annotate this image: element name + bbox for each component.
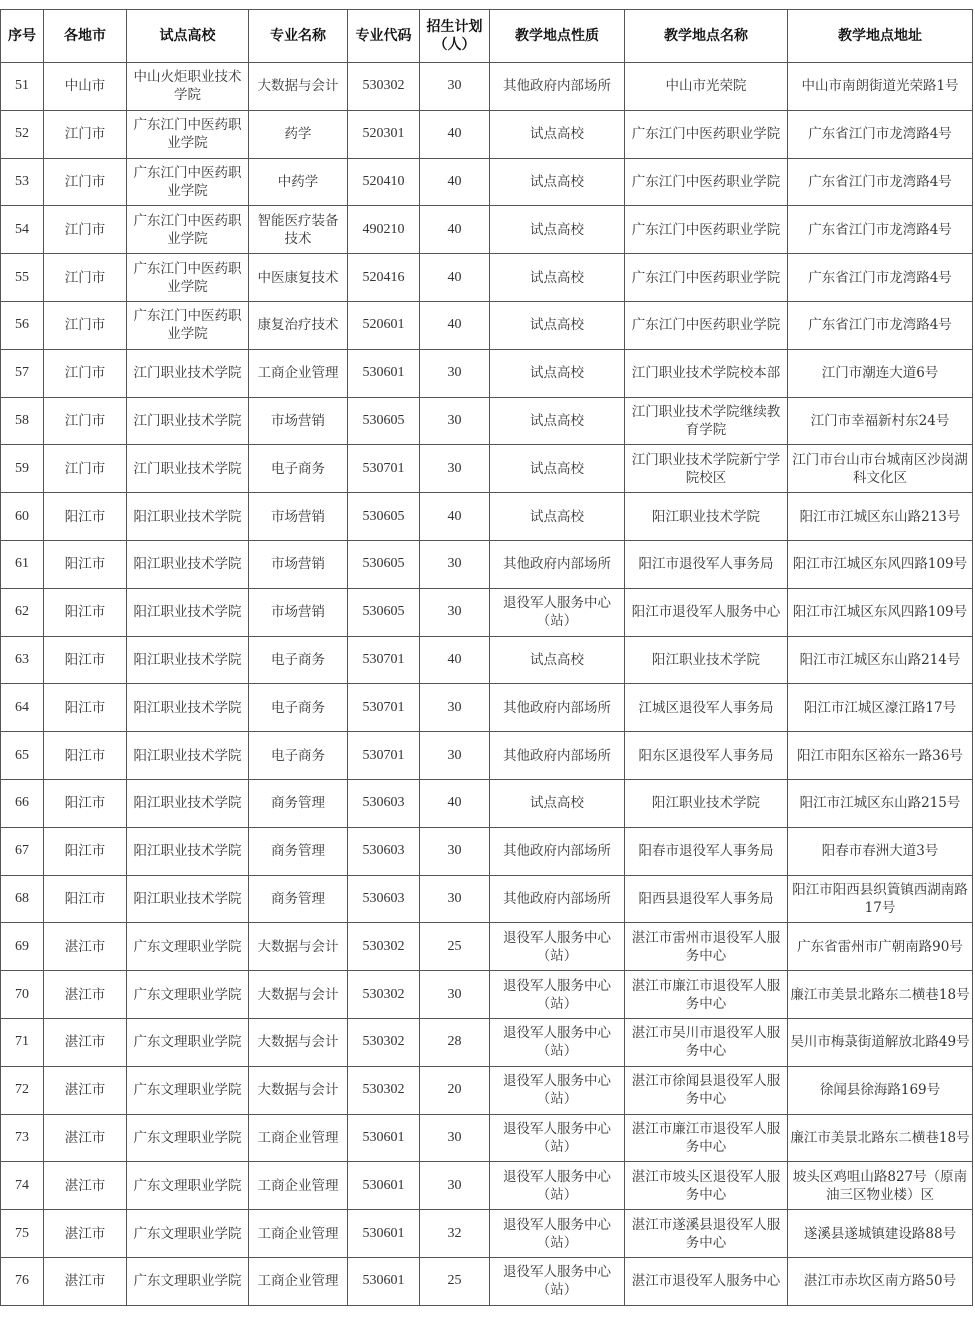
cell-college: 阳江职业技术学院	[127, 779, 249, 827]
cell-enrollment-plan: 30	[420, 875, 490, 923]
cell-site-name: 阳西县退役军人事务局	[625, 875, 788, 923]
cell-site-type: 其他政府内部场所	[490, 827, 625, 875]
cell-major: 工商企业管理	[249, 1162, 348, 1210]
cell-site-address: 广东省江门市龙湾路4号	[788, 110, 973, 158]
cell-index: 72	[1, 1066, 44, 1114]
cell-index: 51	[1, 63, 44, 111]
cell-enrollment-plan: 28	[420, 1018, 490, 1066]
cell-site-type: 其他政府内部场所	[490, 875, 625, 923]
cell-index: 65	[1, 732, 44, 780]
cell-major: 工商企业管理	[249, 1114, 348, 1162]
cell-enrollment-plan: 30	[420, 971, 490, 1019]
cell-city: 湛江市	[44, 1018, 127, 1066]
table-row	[1, 493, 973, 541]
cell-major-code: 530302	[348, 1018, 420, 1066]
table-row	[1, 1018, 973, 1066]
cell-city: 湛江市	[44, 923, 127, 971]
cell-site-name: 阳江职业技术学院	[625, 493, 788, 541]
cell-site-name: 阳春市退役军人事务局	[625, 827, 788, 875]
cell-site-name: 广东江门中医药职业学院	[625, 301, 788, 349]
cell-city: 江门市	[44, 158, 127, 206]
cell-site-type: 退役军人服务中心（站）	[490, 1210, 625, 1258]
cell-enrollment-plan: 30	[420, 445, 490, 493]
cell-city: 阳江市	[44, 588, 127, 636]
cell-city: 湛江市	[44, 1210, 127, 1258]
cell-major-code: 530302	[348, 971, 420, 1019]
cell-site-address: 徐闻县徐海路169号	[788, 1066, 973, 1114]
cell-enrollment-plan: 40	[420, 301, 490, 349]
cell-major: 大数据与会计	[249, 1066, 348, 1114]
cell-site-address: 廉江市美景北路东二横巷18号	[788, 971, 973, 1019]
cell-index: 59	[1, 445, 44, 493]
cell-college: 阳江职业技术学院	[127, 732, 249, 780]
cell-site-name: 江门职业技术学院继续教育学院	[625, 397, 788, 445]
cell-site-name: 中山市光荣院	[625, 63, 788, 111]
cell-major-code: 530603	[348, 779, 420, 827]
cell-enrollment-plan: 30	[420, 1114, 490, 1162]
cell-major-code: 520601	[348, 301, 420, 349]
cell-site-address: 廉江市美景北路东二横巷18号	[788, 1114, 973, 1162]
cell-site-type: 其他政府内部场所	[490, 540, 625, 588]
cell-major: 工商企业管理	[249, 349, 348, 397]
cell-site-name: 广东江门中医药职业学院	[625, 254, 788, 302]
cell-city: 阳江市	[44, 684, 127, 732]
cell-site-type: 退役军人服务中心（站）	[490, 1066, 625, 1114]
header-row	[1, 10, 973, 63]
cell-site-name: 阳江职业技术学院	[625, 636, 788, 684]
cell-site-type: 其他政府内部场所	[490, 732, 625, 780]
cell-major: 电子商务	[249, 445, 348, 493]
table-body	[1, 63, 973, 1306]
cell-site-address: 阳江市江城区东山路213号	[788, 493, 973, 541]
cell-major: 中药学	[249, 158, 348, 206]
cell-college: 阳江职业技术学院	[127, 875, 249, 923]
cell-site-name: 湛江市退役军人服务中心	[625, 1257, 788, 1305]
cell-index: 76	[1, 1257, 44, 1305]
cell-index: 52	[1, 110, 44, 158]
cell-index: 62	[1, 588, 44, 636]
cell-site-address: 阳江市江城区东山路215号	[788, 779, 973, 827]
cell-college: 广东文理职业学院	[127, 1066, 249, 1114]
cell-site-address: 中山市南朗街道光荣路1号	[788, 63, 973, 111]
cell-enrollment-plan: 40	[420, 206, 490, 254]
cell-index: 58	[1, 397, 44, 445]
cell-major-code: 530701	[348, 445, 420, 493]
cell-site-type: 退役军人服务中心（站）	[490, 1162, 625, 1210]
cell-site-type: 试点高校	[490, 349, 625, 397]
cell-college: 阳江职业技术学院	[127, 493, 249, 541]
cell-college: 阳江职业技术学院	[127, 540, 249, 588]
table-row	[1, 1066, 973, 1114]
cell-enrollment-plan: 30	[420, 732, 490, 780]
cell-city: 湛江市	[44, 1257, 127, 1305]
cell-major: 工商企业管理	[249, 1257, 348, 1305]
cell-major-code: 520416	[348, 254, 420, 302]
cell-site-address: 广东省雷州市广朝南路90号	[788, 923, 973, 971]
cell-site-name: 阳东区退役军人事务局	[625, 732, 788, 780]
cell-site-address: 坡头区鸡咀山路827号（原南油三区物业楼）区	[788, 1162, 973, 1210]
cell-enrollment-plan: 25	[420, 1257, 490, 1305]
cell-site-name: 湛江市廉江市退役军人服务中心	[625, 971, 788, 1019]
table-row	[1, 588, 973, 636]
cell-site-name: 湛江市廉江市退役军人服务中心	[625, 1114, 788, 1162]
table-row	[1, 1257, 973, 1305]
cell-index: 55	[1, 254, 44, 302]
cell-city: 阳江市	[44, 827, 127, 875]
cell-site-address: 湛江市赤坎区南方路50号	[788, 1257, 973, 1305]
cell-major-code: 530601	[348, 349, 420, 397]
cell-site-name: 江门职业技术学院校本部	[625, 349, 788, 397]
cell-city: 江门市	[44, 301, 127, 349]
cell-major: 大数据与会计	[249, 971, 348, 1019]
cell-major-code: 530601	[348, 1257, 420, 1305]
cell-enrollment-plan: 20	[420, 1066, 490, 1114]
header-index: 序号	[1, 10, 44, 63]
cell-enrollment-plan: 25	[420, 923, 490, 971]
cell-index: 68	[1, 875, 44, 923]
cell-site-address: 阳江市江城区东风四路109号	[788, 588, 973, 636]
cell-city: 江门市	[44, 445, 127, 493]
cell-index: 70	[1, 971, 44, 1019]
header-site-type: 教学地点性质	[490, 10, 625, 63]
cell-college: 阳江职业技术学院	[127, 827, 249, 875]
cell-site-address: 广东省江门市龙湾路4号	[788, 254, 973, 302]
cell-site-address: 阳江市阳西县织篢镇西湖南路17号	[788, 875, 973, 923]
cell-major-code: 530302	[348, 63, 420, 111]
cell-major-code: 530601	[348, 1114, 420, 1162]
table-row	[1, 1210, 973, 1258]
cell-college: 阳江职业技术学院	[127, 636, 249, 684]
table-row	[1, 636, 973, 684]
cell-site-name: 湛江市雷州市退役军人服务中心	[625, 923, 788, 971]
cell-city: 湛江市	[44, 1114, 127, 1162]
cell-index: 54	[1, 206, 44, 254]
cell-major-code: 530701	[348, 636, 420, 684]
cell-college: 广东文理职业学院	[127, 1257, 249, 1305]
cell-site-name: 江门职业技术学院新宁学院校区	[625, 445, 788, 493]
cell-index: 64	[1, 684, 44, 732]
cell-site-address: 广东省江门市龙湾路4号	[788, 158, 973, 206]
cell-college: 广东江门中医药职业学院	[127, 301, 249, 349]
cell-city: 阳江市	[44, 732, 127, 780]
cell-site-type: 退役军人服务中心（站）	[490, 1257, 625, 1305]
cell-site-type: 其他政府内部场所	[490, 684, 625, 732]
cell-city: 阳江市	[44, 875, 127, 923]
table-row	[1, 397, 973, 445]
cell-site-name: 湛江市坡头区退役军人服务中心	[625, 1162, 788, 1210]
header-site-name: 教学地点名称	[625, 10, 788, 63]
cell-site-address: 阳江市江城区东风四路109号	[788, 540, 973, 588]
cell-site-address: 江门市台山市台城南区沙岗湖科文化区	[788, 445, 973, 493]
table-row	[1, 349, 973, 397]
cell-enrollment-plan: 30	[420, 827, 490, 875]
cell-major: 电子商务	[249, 684, 348, 732]
cell-site-address: 广东省江门市龙湾路4号	[788, 301, 973, 349]
cell-index: 69	[1, 923, 44, 971]
cell-site-name: 阳江市退役军人事务局	[625, 540, 788, 588]
cell-enrollment-plan: 30	[420, 540, 490, 588]
cell-site-type: 试点高校	[490, 493, 625, 541]
table-row	[1, 540, 973, 588]
cell-major-code: 530701	[348, 732, 420, 780]
cell-site-name: 湛江市遂溪县退役军人服务中心	[625, 1210, 788, 1258]
cell-site-type: 试点高校	[490, 158, 625, 206]
cell-city: 江门市	[44, 110, 127, 158]
cell-college: 阳江职业技术学院	[127, 588, 249, 636]
cell-major: 大数据与会计	[249, 923, 348, 971]
header-enrollment-plan: 招生计划（人）	[420, 10, 490, 63]
cell-major-code: 530603	[348, 827, 420, 875]
cell-major: 大数据与会计	[249, 63, 348, 111]
cell-index: 56	[1, 301, 44, 349]
cell-major-code: 520410	[348, 158, 420, 206]
cell-major: 电子商务	[249, 732, 348, 780]
cell-site-address: 遂溪县遂城镇建设路88号	[788, 1210, 973, 1258]
cell-city: 江门市	[44, 254, 127, 302]
cell-major-code: 530605	[348, 588, 420, 636]
cell-site-type: 试点高校	[490, 254, 625, 302]
cell-site-type: 试点高校	[490, 636, 625, 684]
cell-major-code: 530601	[348, 1162, 420, 1210]
cell-major: 电子商务	[249, 636, 348, 684]
cell-college: 阳江职业技术学院	[127, 684, 249, 732]
cell-site-name: 广东江门中医药职业学院	[625, 206, 788, 254]
cell-college: 江门职业技术学院	[127, 349, 249, 397]
cell-enrollment-plan: 40	[420, 636, 490, 684]
cell-site-type: 试点高校	[490, 779, 625, 827]
cell-city: 阳江市	[44, 493, 127, 541]
cell-site-address: 阳江市江城区东山路214号	[788, 636, 973, 684]
cell-college: 广东江门中医药职业学院	[127, 110, 249, 158]
cell-enrollment-plan: 40	[420, 158, 490, 206]
cell-site-address: 广东省江门市龙湾路4号	[788, 206, 973, 254]
cell-city: 湛江市	[44, 1162, 127, 1210]
cell-enrollment-plan: 32	[420, 1210, 490, 1258]
cell-enrollment-plan: 30	[420, 1162, 490, 1210]
cell-college: 广东文理职业学院	[127, 923, 249, 971]
table-row	[1, 779, 973, 827]
cell-major: 商务管理	[249, 827, 348, 875]
cell-site-address: 吴川市梅菉街道解放北路49号	[788, 1018, 973, 1066]
cell-city: 中山市	[44, 63, 127, 111]
cell-major-code: 530603	[348, 875, 420, 923]
cell-college: 广东文理职业学院	[127, 1162, 249, 1210]
cell-enrollment-plan: 30	[420, 397, 490, 445]
cell-site-type: 其他政府内部场所	[490, 63, 625, 111]
cell-site-address: 江门市潮连大道6号	[788, 349, 973, 397]
cell-college: 广东江门中医药职业学院	[127, 206, 249, 254]
cell-index: 73	[1, 1114, 44, 1162]
cell-major: 市场营销	[249, 493, 348, 541]
cell-major-code: 530605	[348, 540, 420, 588]
cell-city: 阳江市	[44, 540, 127, 588]
cell-site-type: 退役军人服务中心（站）	[490, 971, 625, 1019]
cell-major: 市场营销	[249, 397, 348, 445]
cell-enrollment-plan: 30	[420, 684, 490, 732]
cell-site-type: 试点高校	[490, 301, 625, 349]
cell-college: 广东江门中医药职业学院	[127, 158, 249, 206]
cell-site-type: 退役军人服务中心（站）	[490, 923, 625, 971]
cell-site-type: 退役军人服务中心（站）	[490, 1018, 625, 1066]
enrollment-table	[0, 9, 973, 1306]
cell-college: 江门职业技术学院	[127, 445, 249, 493]
cell-college: 广东文理职业学院	[127, 1210, 249, 1258]
cell-index: 53	[1, 158, 44, 206]
cell-site-name: 阳江职业技术学院	[625, 779, 788, 827]
header-city: 各地市	[44, 10, 127, 63]
cell-enrollment-plan: 30	[420, 588, 490, 636]
table-wrapper	[0, 9, 973, 1306]
cell-enrollment-plan: 40	[420, 493, 490, 541]
cell-site-type: 退役军人服务中心（站）	[490, 588, 625, 636]
cell-enrollment-plan: 40	[420, 254, 490, 302]
table-row	[1, 301, 973, 349]
cell-enrollment-plan: 30	[420, 349, 490, 397]
table-row	[1, 110, 973, 158]
cell-college: 中山火炬职业技术学院	[127, 63, 249, 111]
cell-index: 74	[1, 1162, 44, 1210]
table-row	[1, 206, 973, 254]
cell-site-type: 试点高校	[490, 110, 625, 158]
table-row	[1, 1114, 973, 1162]
table-row	[1, 254, 973, 302]
table-row	[1, 63, 973, 111]
table-row	[1, 971, 973, 1019]
cell-college: 广东文理职业学院	[127, 1018, 249, 1066]
cell-site-name: 湛江市吴川市退役军人服务中心	[625, 1018, 788, 1066]
cell-index: 61	[1, 540, 44, 588]
cell-major: 中医康复技术	[249, 254, 348, 302]
cell-college: 广东文理职业学院	[127, 971, 249, 1019]
cell-major: 商务管理	[249, 875, 348, 923]
cell-major-code: 530302	[348, 1066, 420, 1114]
table-row	[1, 923, 973, 971]
cell-index: 66	[1, 779, 44, 827]
cell-major: 康复治疗技术	[249, 301, 348, 349]
cell-city: 江门市	[44, 206, 127, 254]
cell-major-code: 530605	[348, 493, 420, 541]
cell-major: 商务管理	[249, 779, 348, 827]
cell-enrollment-plan: 30	[420, 63, 490, 111]
cell-site-type: 退役军人服务中心（站）	[490, 1114, 625, 1162]
cell-major: 市场营销	[249, 588, 348, 636]
cell-major-code: 530605	[348, 397, 420, 445]
header-major-code: 专业代码	[348, 10, 420, 63]
cell-major-code: 490210	[348, 206, 420, 254]
cell-major: 大数据与会计	[249, 1018, 348, 1066]
cell-site-type: 试点高校	[490, 206, 625, 254]
header-college: 试点高校	[127, 10, 249, 63]
table-row	[1, 158, 973, 206]
cell-major-code: 520301	[348, 110, 420, 158]
cell-major: 药学	[249, 110, 348, 158]
cell-index: 67	[1, 827, 44, 875]
cell-city: 阳江市	[44, 779, 127, 827]
cell-college: 江门职业技术学院	[127, 397, 249, 445]
cell-site-name: 阳江市退役军人服务中心	[625, 588, 788, 636]
table-row	[1, 827, 973, 875]
cell-site-name: 广东江门中医药职业学院	[625, 110, 788, 158]
cell-city: 湛江市	[44, 1066, 127, 1114]
cell-major-code: 530601	[348, 1210, 420, 1258]
cell-city: 江门市	[44, 349, 127, 397]
table-row	[1, 732, 973, 780]
cell-site-address: 江门市幸福新村东24号	[788, 397, 973, 445]
cell-site-name: 湛江市徐闻县退役军人服务中心	[625, 1066, 788, 1114]
table-row	[1, 875, 973, 923]
cell-site-name: 广东江门中医药职业学院	[625, 158, 788, 206]
header-site-address: 教学地点地址	[788, 10, 973, 63]
cell-site-address: 阳江市江城区濠江路17号	[788, 684, 973, 732]
cell-enrollment-plan: 40	[420, 779, 490, 827]
cell-site-address: 阳江市阳东区裕东一路36号	[788, 732, 973, 780]
cell-city: 湛江市	[44, 971, 127, 1019]
cell-major: 智能医疗装备技术	[249, 206, 348, 254]
cell-city: 江门市	[44, 397, 127, 445]
cell-enrollment-plan: 40	[420, 110, 490, 158]
cell-index: 60	[1, 493, 44, 541]
cell-site-address: 阳春市春洲大道3号	[788, 827, 973, 875]
table-row	[1, 1162, 973, 1210]
cell-index: 57	[1, 349, 44, 397]
cell-site-type: 试点高校	[490, 397, 625, 445]
cell-index: 63	[1, 636, 44, 684]
cell-major-code: 530302	[348, 923, 420, 971]
cell-city: 阳江市	[44, 636, 127, 684]
cell-college: 广东江门中医药职业学院	[127, 254, 249, 302]
cell-index: 71	[1, 1018, 44, 1066]
cell-major-code: 530701	[348, 684, 420, 732]
cell-major: 市场营销	[249, 540, 348, 588]
cell-college: 广东文理职业学院	[127, 1114, 249, 1162]
cell-major: 工商企业管理	[249, 1210, 348, 1258]
cell-site-type: 试点高校	[490, 445, 625, 493]
cell-index: 75	[1, 1210, 44, 1258]
cell-site-name: 江城区退役军人事务局	[625, 684, 788, 732]
header-major: 专业名称	[249, 10, 348, 63]
table-row	[1, 445, 973, 493]
table-row	[1, 684, 973, 732]
